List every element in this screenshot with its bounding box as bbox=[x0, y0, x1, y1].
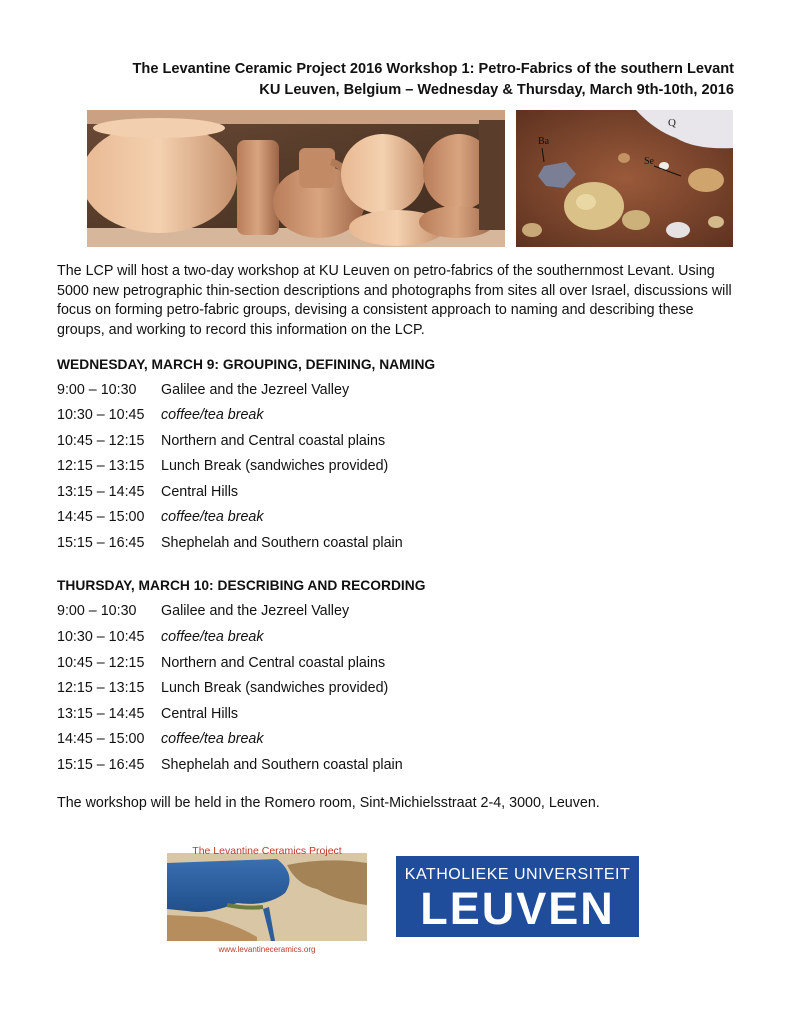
session-title: coffee/tea break bbox=[161, 407, 264, 423]
ku-logo-line-1: KATHOLIEKE UNIVERSITEIT bbox=[404, 866, 631, 883]
lcp-logo-title: The Levantine Ceramics Project bbox=[192, 845, 342, 857]
schedule-row bbox=[57, 507, 264, 527]
micrograph-label-q: Q bbox=[668, 117, 676, 129]
session-title: Central Hills bbox=[161, 484, 239, 500]
schedule-row bbox=[57, 627, 264, 647]
schedule-row bbox=[57, 729, 264, 749]
schedule-row bbox=[57, 482, 238, 502]
session-title: Northern and Central coastal plains bbox=[161, 433, 386, 449]
schedule-row bbox=[57, 456, 388, 476]
ku-logo-line-2: LEUVEN bbox=[420, 883, 615, 934]
micrograph-label-ba: Ba bbox=[538, 136, 550, 147]
schedule-row bbox=[57, 678, 388, 698]
session-title: Shephelah and Southern coastal plain bbox=[161, 535, 403, 551]
session-title: coffee/tea break bbox=[161, 731, 264, 747]
session-title: Lunch Break (sandwiches provided) bbox=[161, 680, 389, 696]
session-time: 15:15 – 16:45 bbox=[57, 535, 145, 551]
schedule-row bbox=[57, 653, 385, 673]
session-title: coffee/tea break bbox=[161, 509, 264, 525]
session-time: 13:15 – 14:45 bbox=[57, 706, 145, 722]
session-time: 12:15 – 13:15 bbox=[57, 680, 145, 696]
session-time: 15:15 – 16:45 bbox=[57, 757, 145, 773]
session-time: 13:15 – 14:45 bbox=[57, 484, 145, 500]
session-time: 9:00 – 10:30 bbox=[57, 603, 137, 619]
session-time: 10:30 – 10:45 bbox=[57, 629, 145, 645]
session-title: Central Hills bbox=[161, 706, 239, 722]
session-time: 14:45 – 15:00 bbox=[57, 509, 145, 525]
pottery-photo bbox=[87, 110, 505, 247]
session-time: 10:45 – 12:15 bbox=[57, 433, 145, 449]
intro-paragraph: The LCP will host a two-day workshop at KU Leuven on petro-fabrics of the southernmost Levant. Using 5000 new petrographic thin-section descriptions and photographs from sites all over Israel, discussions will focus on forming petro-fabric groups, devising a consistent approach to naming and describing these groups, and working to record this information on the LCP. bbox=[57, 263, 732, 338]
session-title: Northern and Central coastal plains bbox=[161, 655, 386, 671]
ku-leuven-logo bbox=[396, 856, 639, 937]
thin-section-micrograph bbox=[516, 110, 733, 247]
schedule-row bbox=[57, 601, 349, 621]
schedule-row bbox=[57, 405, 264, 425]
schedule-row bbox=[57, 380, 349, 400]
schedule-row bbox=[57, 431, 385, 451]
day-heading-thursday: THURSDAY, MARCH 10: DESCRIBING AND RECORDING bbox=[57, 578, 426, 593]
session-time: 10:30 – 10:45 bbox=[57, 407, 145, 423]
session-title: coffee/tea break bbox=[161, 629, 264, 645]
lcp-logo bbox=[167, 845, 367, 955]
micrograph-label-se: Se bbox=[644, 156, 654, 167]
session-title: Shephelah and Southern coastal plain bbox=[161, 757, 403, 773]
session-title: Lunch Break (sandwiches provided) bbox=[161, 458, 389, 474]
session-time: 12:15 – 13:15 bbox=[57, 458, 145, 474]
schedule-row bbox=[57, 755, 403, 775]
session-time: 9:00 – 10:30 bbox=[57, 382, 137, 398]
schedule-row bbox=[57, 704, 238, 724]
session-time: 14:45 – 15:00 bbox=[57, 731, 145, 747]
lcp-logo-url: www.levantineceramics.org bbox=[218, 945, 316, 954]
header-line-1: The Levantine Ceramic Project 2016 Workshop 1: Petro-Fabrics of the southern Levant bbox=[132, 61, 734, 77]
session-title: Galilee and the Jezreel Valley bbox=[161, 382, 350, 398]
session-time: 10:45 – 12:15 bbox=[57, 655, 145, 671]
schedule-row bbox=[57, 533, 403, 553]
day-heading-wednesday: WEDNESDAY, MARCH 9: GROUPING, DEFINING, NAMING bbox=[57, 357, 436, 372]
header-line-2: KU Leuven, Belgium – Wednesday & Thursday, March 9th-10th, 2016 bbox=[259, 82, 734, 98]
session-title: Galilee and the Jezreel Valley bbox=[161, 603, 350, 619]
venue-note: The workshop will be held in the Romero room, Sint-Michielsstraat 2-4, 3000, Leuven. bbox=[57, 795, 600, 811]
